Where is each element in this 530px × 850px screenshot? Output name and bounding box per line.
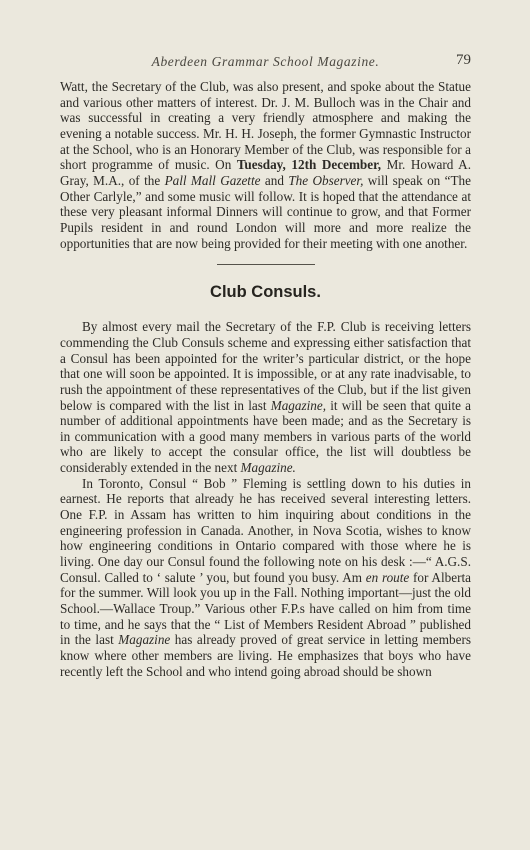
text-run: Mr. Howard A. Gray, M.A., of the <box>60 157 471 188</box>
italic-magazine: Magazine, <box>270 397 327 413</box>
text-run: has already proved of great service in letting members know where other members are living. He emphasizes that boys who have recently left the School and who intend going abroad should be shown <box>60 632 471 679</box>
text-run: Watt, the Secretary of the Club, was also present, and spoke about the Statue and various other matters of interest. Dr. J. M. Bulloch was in the Chair and was successful in creating a very friendly atmosphere and making the evening a notable success. Mr. H. H. Joseph, the former Gymnastic Instructor at the School, who is an Honorary Member of the Club, was responsible for a short programme of music. On <box>60 79 471 173</box>
bold-date: Tuesday, 12th December, <box>236 157 382 173</box>
section-heading: Club Consuls. <box>210 283 321 302</box>
text-run: for Alberta for the summer. Will look you up in the Fall. Nothing important—just the old School.—Wallace Troup.” Various other F.P.s have called on him from time to time, and he says that the “ List of Members Resident Abroad ” published in the last <box>60 569 471 648</box>
running-head <box>60 52 471 72</box>
text-run: In Toronto, Consul “ Bob ” Fleming is settling down to his duties in earnest. He reports that already he has received several interesting letters. One F.P. in Assam has written to him inquiring about conditions in the engineering profession in Canada. Another, in Nova Scotia, wishes to know how engineering conditions in Ontario compared with those where he is living. One day our Consul found the following note on his desk :—“ A.G.S. Consul. Called to ‘ salute ’ you, but found you busy. Am <box>60 475 471 585</box>
italic-magazine: Magazine <box>118 632 171 648</box>
text-run: By almost every mail the Secretary of the F.P. Club is receiving letters commending the Club Consuls scheme and expressing either satisfaction that a Consul has been appointed for the writer’s particular district, or the hope that one will soon be appointed. It is impossible, or at any rate inadvisable, to rush the appointment of these representatives of the Club, but if the list given below is compared with the list in last <box>60 319 471 413</box>
text-run: it will be seen that quite a number of additional appointments have been made; and as the Secretary is in communication with a good many members in various parts of the world who are likely to accept the consular office, the list will doubtless be considerably extended in the next <box>60 397 471 476</box>
consuls-intro-paragraph <box>60 319 471 476</box>
italic-phrase: en route <box>365 569 410 585</box>
toronto-consul-paragraph <box>60 476 471 680</box>
italic-publication: The Observer, <box>288 172 364 188</box>
london-dinner-paragraph <box>60 79 471 251</box>
italic-publication: Pall Mall Gazette <box>164 172 261 188</box>
page-number: 79 <box>456 52 471 68</box>
running-title: Aberdeen Grammar School Magazine. <box>151 54 380 69</box>
text-run: and <box>260 172 289 188</box>
section-divider <box>217 264 315 265</box>
text-run: will speak on “The Other Carlyle,” and some music will follow. It is hoped that the attendance at these very pleasant informal Dinners will continue to grow, and that Former Pupils resident in and round London will more and more realize the opportunities that are now being provided for their meeting with one another. <box>60 172 471 251</box>
italic-magazine: Magazine. <box>240 460 296 476</box>
